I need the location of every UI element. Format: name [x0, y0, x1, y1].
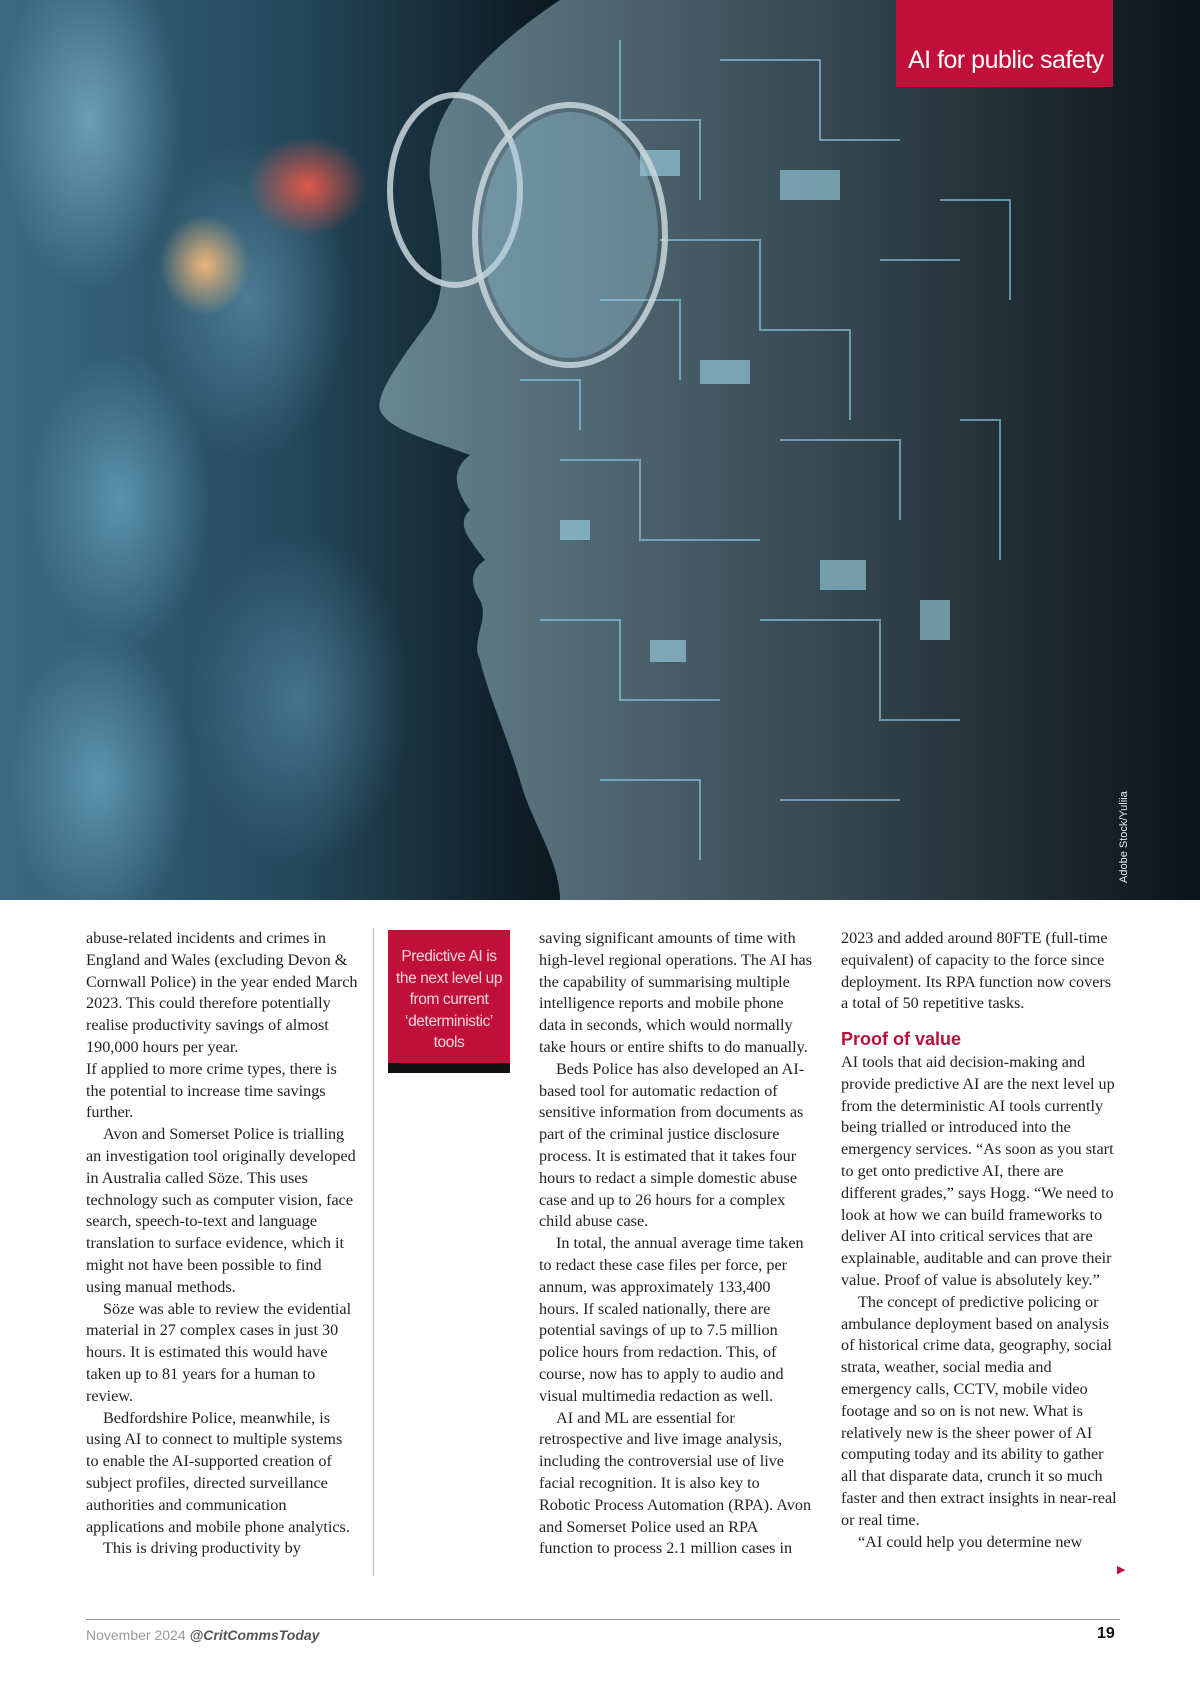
pull-quote-bar — [388, 1063, 510, 1073]
paragraph: AI and ML are essential for retrospective and live image analysis, including the controversial use of live facial recognition. It is also key to Robotic Process Automation (RPA). Avon and Somerset Police used an RPA function to process 2.1 million cases in — [539, 1408, 812, 1558]
footer-info — [86, 1627, 319, 1643]
section-tag: AI for public safety — [896, 0, 1113, 87]
paragraph: This is driving productivity by — [103, 1539, 301, 1558]
issue-date: November 2024 — [86, 1627, 186, 1643]
paragraph: saving significant amounts of time with high-level regional operations. The AI has the capability of summarising multiple intelligence reports and mobile phone data in seconds, which would normally take hours or entire shifts to do manually. — [539, 929, 813, 1056]
paragraph: Avon and Somerset Police is trialling an investigation tool originally developed in Australia called Söze. This uses technology such as computer vision, face search, speech-to-text and language translation to surface evidence, which it might not have been possible to find using manual methods. — [86, 1125, 356, 1296]
article-column-1 — [86, 928, 358, 1560]
section-subhead: Proof of value — [841, 1029, 962, 1050]
paragraph: The concept of predictive policing or ambulance deployment based on analysis of historical crime data, geography, social strata, weather, social media and emergency calls, CCTV, mobile video footage and so on is not new. What is relatively new is the sheer power of AI computing today and its ability to gather all that disparate data, crunch it so much faster and then extract insights in near-real or real time. — [841, 1292, 1117, 1529]
page-number: 19 — [1097, 1625, 1115, 1642]
paragraph: 2023 and added around 80FTE (full-time equivalent) of capacity to the force since deployment. Its RPA function now covers a total of 50 repetitive tasks. — [841, 929, 1112, 1013]
paragraph: Söze was able to review the evidential material in 27 complex cases in just 30 hours. It is estimated this would have taken up to 81 years for a human to review. — [86, 1299, 352, 1405]
paragraph: AI tools that aid decision-making and provide predictive AI are the next level up from the deterministic AI tools currently being trialled or introduced into the emergency services. “As soon as you start to get onto predictive AI, there are different grades,” says Hogg. “We need to look at how we can build frameworks to deliver AI into critical services that are explainable, auditable and can prove their value. Proof of value is absolutely key.” — [841, 1052, 1115, 1289]
paragraph: Bedfordshire Police, meanwhile, is using AI to connect to multiple systems to enable the AI-supported creation of subject profiles, directed surveillance authorities and communication applications and mobile phone analytics. — [86, 1408, 350, 1536]
pull-quote: Predictive AI is the next level up from current ‘deterministic’ tools — [388, 930, 510, 1063]
social-handle: @CritCommsToday — [189, 1627, 320, 1643]
column-divider — [373, 928, 374, 1576]
footer-rule — [86, 1619, 1120, 1620]
paragraph: In total, the annual average time taken to redact these case files per force, per annum, was approximately 133,400 hours. If scaled nationally, there are potential savings of up to 7.5 million police hours from redaction. This, of course, now has to apply to audio and visual multimedia redaction as well. — [539, 1234, 804, 1405]
triangle-right-icon: ▶ — [1117, 1563, 1126, 1576]
paragraph: “AI could help you determine new — [858, 1532, 1083, 1551]
paragraph: Beds Police has also developed an AI-based tool for automatic redaction of sensitive information from documents as part of the criminal justice disclosure process. It is estimated that it takes four hours to redact a simple domestic abuse case and up to 26 hours for a complex child abuse case. — [539, 1059, 805, 1231]
article-column-2 — [539, 928, 814, 1560]
paragraph: If applied to more crime types, there is the potential to increase time savings further. — [86, 1059, 337, 1122]
paragraph: abuse-related incidents and crimes in England and Wales (excluding Devon & Cornwall Police) in the year ended March 2023. This could therefore potentially realise productivity savings of almost 190,000 hours per year. — [86, 929, 358, 1056]
photo-credit: Adobe Stock/Yuliia — [1118, 791, 1130, 883]
article-column-3 — [841, 928, 1117, 1553]
